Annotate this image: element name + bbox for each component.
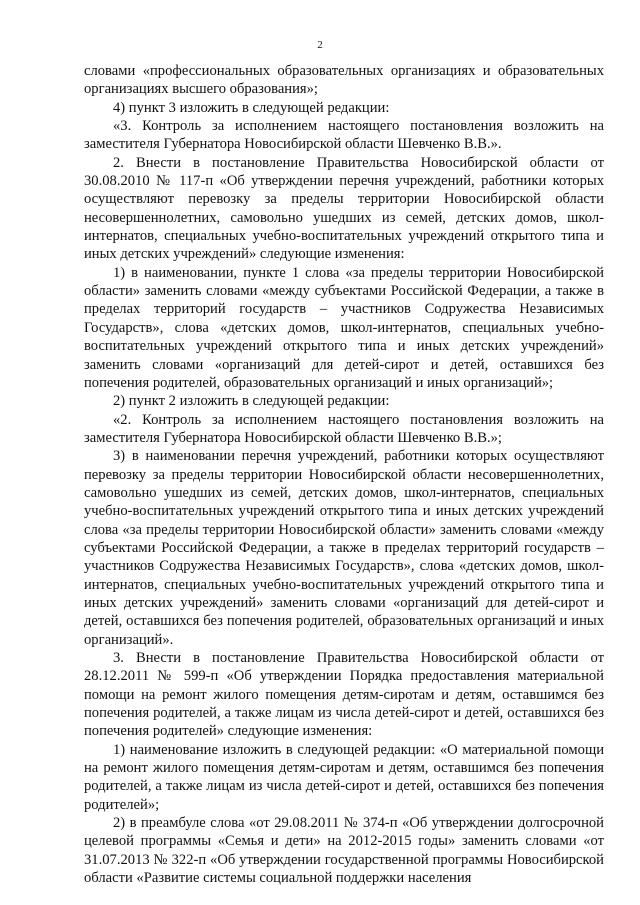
paragraph: 1) в наименовании, пункте 1 слова «за пределы территории Новосибирской области» заменить словами «между субъектами Российской Федерации, а также в пределах территорий государств – участников Содружества Независимых Государств», слова «детских домов, школ-интернатов, специальных учебно-воспитательных учреждений открытого типа и иных детских учреждений» заменить словами «организаций для детей-сирот и детей, оставшихся без попечения родителей, образовательных организаций и иных организаций»; <box>84 264 604 391</box>
paragraph: 3) в наименовании перечня учреждений, работники которых осуществляют перевозку за пределы территории Новосибирской области несовершеннолетних, самовольно ушедших из семей, детских домов, школ-интернатов, специальных учебно-воспитательных учреждений открытого типа и иных детских учреждений слова «за пределы территории Новосибирской области» заменить словами «между субъектами Российской Федерации, а также в пределах территорий государств – участников Содружества Независимых Государств», слова «детских домов, школ-интернатов, специальных учебно-воспитательных учреждений открытого типа и иных детских учреждений» заменить словами «организаций для детей-сирот и детей, оставшихся без попечения родителей, образовательных организаций и иных организаций». <box>84 448 604 648</box>
paragraph: 3. Внести в постановление Правительства Новосибирской области от 28.12.2011 № 599-п «Об утверждении Порядка предоставления материальной помощи на ремонт жилого помещения детям-сиротам и детям, оставшимся без попечения родителей, а также лицам из числа детей-сирот и детей, оставшихся без попечения родителей» следующие изменения: <box>84 650 604 740</box>
page-number: 2 <box>317 39 323 51</box>
document-body <box>84 62 604 887</box>
paragraph: 2) пункт 2 изложить в следующей редакции: <box>113 393 390 410</box>
paragraph: словами «профессиональных образовательных организациях и образовательных организациях высшего образования»; <box>84 63 604 98</box>
paragraph: 2. Внести в постановление Правительства Новосибирской области от 30.08.2010 № 117-п «Об утверждении перечня учреждений, работники которых осуществляют перевозку за пределы территории Новосибирской области несовершеннолетних, самовольно ушедших из семей, детских домов, школ-интернатов, специальных учебно-воспитательных учреждений открытого типа и иных детских учреждений» следующие изменения: <box>84 154 604 263</box>
paragraph: 2) в преамбуле слова «от 29.08.2011 № 374-п «Об утверждении долгосрочной целевой программы «Семья и дети» на 2012-2015 годы» заменить словами «от 31.07.2013 № 322-п «Об утверждении государственной программы Новосибирской области «Развитие системы социальной поддержки населения <box>84 815 604 887</box>
paragraph: «2. Контроль за исполнением настоящего постановления возложить на заместителя Губернатора Новосибирской области Шевченко В.В.»; <box>84 411 604 446</box>
paragraph: 4) пункт 3 изложить в следующей редакции: <box>113 99 390 116</box>
paragraph: «3. Контроль за исполнением настоящего постановления возложить на заместителя Губернатора Новосибирской области Шевченко В.В.». <box>84 118 604 153</box>
paragraph: 1) наименование изложить в следующей редакции: «О материальной помощи на ремонт жилого помещения детям-сиротам и детям, оставшимся без попечения родителей, а также лицам из числа детей-сирот и детей, оставшихся без попечения родителей»; <box>84 741 604 813</box>
